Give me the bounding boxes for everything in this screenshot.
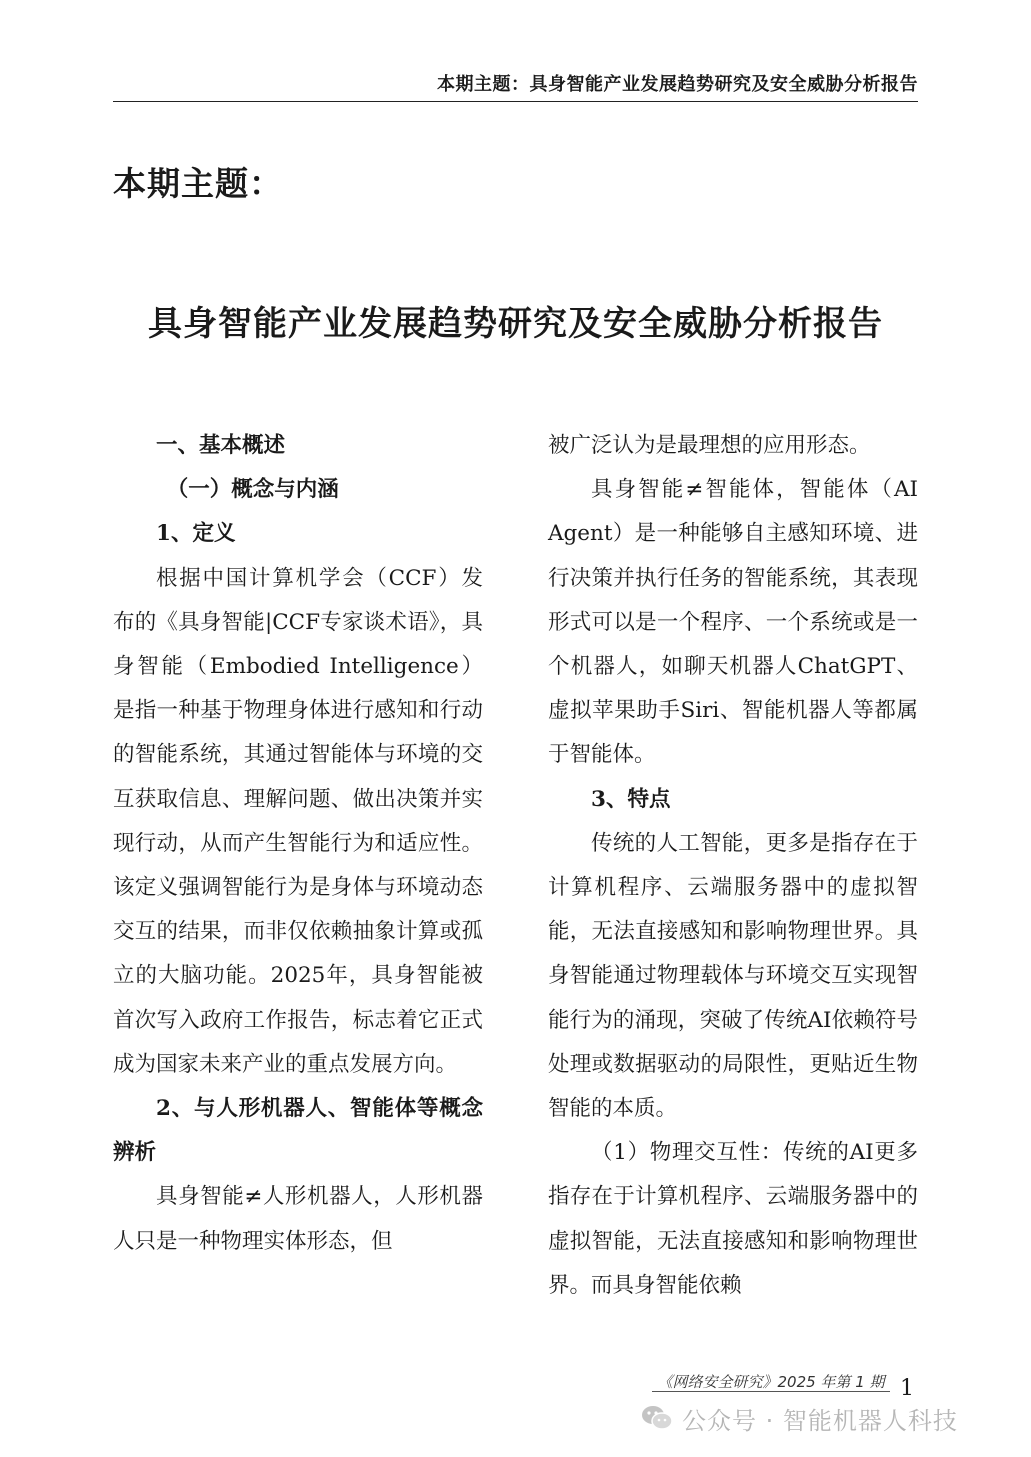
paragraph-traditional-ai: 传统的人工智能，更多是指存在于计算机程序、云端服务器中的虚拟智能，无法直接感知和影响物理世界。具身智能通过物理载体与环境交互实现智能行为的涌现，突破了传统AI依赖符号处理或数据驱动的局限性，更贴近生物智能的本质。	[548, 830, 918, 1122]
paragraph-humanoid: 具身智能≠人形机器人，人形机器人只是一种物理实体形态，但	[113, 1184, 483, 1254]
left-column	[113, 424, 483, 1264]
heading-concept-distinction: 2、与人形机器人、智能体等概念辨析	[113, 1096, 483, 1166]
heading-definition: 1、定义	[156, 521, 236, 547]
footer-rule	[652, 1391, 890, 1392]
watermark-text: 公众号 · 智能机器人科技	[682, 1406, 958, 1435]
heading-concept: （一）概念与内涵	[166, 477, 339, 503]
watermark	[640, 1398, 958, 1438]
running-header-title: 本期主题：具身智能产业发展趋势研究及安全威胁分析报告	[437, 74, 918, 95]
header-rule	[113, 101, 918, 102]
wechat-icon	[640, 1403, 674, 1433]
paragraph-humanoid-continued: 被广泛认为是最理想的应用形态。	[548, 433, 871, 458]
heading-basic-overview: 一、基本概述	[156, 433, 286, 458]
footer-journal: 《网络安全研究》2025 年第 1 期	[657, 1373, 885, 1391]
paragraph-physical-interaction: （1）物理交互性：传统的AI更多指存在于计算机程序、云端服务器中的虚拟智能，无法直接感知和影响物理世界。而具身智能依赖	[548, 1140, 918, 1298]
paragraph-definition: 根据中国计算机学会（CCF）发布的《具身智能|CCF专家谈术语》，具身智能（Embodied Intelligence）是指一种基于物理身体进行感知和行动的智能系统，其通过智能体与环境的交互获取信息、理解问题、做出决策并实现行动，从而产生智能行为和适应性。该定义强调智能行为是身体与环境动态交互的结果，而非仅依赖抽象计算或孤立的大脑功能。2025年，具身智能被首次写入政府工作报告，标志着它正式成为国家未来产业的重点发展方向。	[113, 565, 483, 1077]
report-title: 具身智能产业发展趋势研究及安全威胁分析报告	[148, 304, 883, 344]
section-label: 本期主题：	[113, 164, 283, 203]
page-number: 1	[900, 1376, 914, 1401]
right-column	[548, 424, 918, 1308]
heading-features: 3、特点	[591, 786, 671, 812]
paragraph-agent: 具身智能≠智能体，智能体（AI Agent）是一种能够自主感知环境、进行决策并执行任务的智能系统，其表现形式可以是一个程序、一个系统或是一个机器人，如聊天机器人ChatGPT、虚拟苹果助手Siri、智能机器人等都属于智能体。	[548, 477, 918, 768]
